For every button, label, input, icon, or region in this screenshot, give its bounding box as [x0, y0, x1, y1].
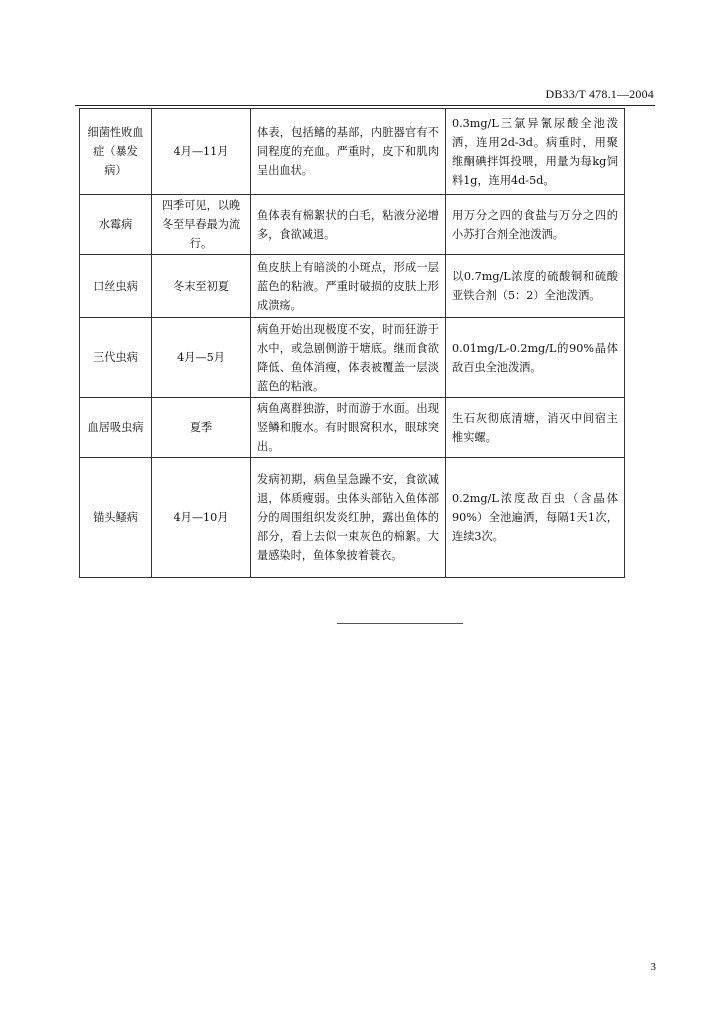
document-code: DB33/T 478.1—2004	[545, 87, 654, 101]
season-cell: 四季可见，以晚冬至早春最为流行。	[152, 195, 251, 255]
table-row	[80, 109, 625, 195]
header-divider	[75, 105, 655, 106]
season-cell: 夏季	[152, 398, 251, 458]
symptoms-cell: 体表，包括鳍的基部，内脏器官有不同程度的充血。严重时，皮下和肌肉呈出血状。	[251, 109, 446, 195]
table-row	[80, 318, 625, 398]
season-cell: 冬末至初夏	[152, 255, 251, 318]
treatment-cell: 0.2mg/L浓度敌百虫（含晶体90%）全池遍洒，每隔1天1次，连续3次。	[446, 458, 625, 578]
disease-name-cell: 血居吸虫病	[80, 398, 152, 458]
end-of-section-rule	[337, 623, 463, 624]
treatment-cell: 0.01mg/L-0.2mg/L的90%晶体敌百虫全池泼洒。	[446, 318, 625, 398]
symptoms-cell: 鱼体表有棉絮状的白毛，粘液分泌增多，食欲减退。	[251, 195, 446, 255]
disease-table	[79, 108, 625, 578]
page-number: 3	[650, 961, 656, 973]
season-cell: 4月—11月	[152, 109, 251, 195]
season-cell: 4月—10月	[152, 458, 251, 578]
symptoms-cell: 发病初期，病鱼呈急躁不安，食欲减退，体质瘦弱。虫体头部钻入鱼体部分的周围组织发炎红肿，露出鱼体的部分，看上去似一束灰色的棉絮。大量感染时，鱼体象披着蓑衣。	[251, 458, 446, 578]
table-row	[80, 398, 625, 458]
table-row	[80, 255, 625, 318]
symptoms-cell: 病鱼开始出现极度不安，时而狂游于水中，或急剧侧游于塘底。继而食欲降低、鱼体消瘦，体表被覆盖一层淡蓝色的粘液。	[251, 318, 446, 398]
treatment-cell: 生石灰彻底清塘，消灭中间宿主椎实螺。	[446, 398, 625, 458]
table-row	[80, 195, 625, 255]
treatment-cell: 以0.7mg/L浓度的硫酸铜和硫酸亚铁合剂（5：2）全池泼洒。	[446, 255, 625, 318]
table-row	[80, 458, 625, 578]
treatment-cell: 用万分之四的食盐与万分之四的小苏打合剂全池泼洒。	[446, 195, 625, 255]
symptoms-cell: 病鱼离群独游，时而游于水面。出现竖鳞和腹水。有时眼窝积水，眼球突出。	[251, 398, 446, 458]
symptoms-cell: 鱼皮肤上有暗淡的小斑点，形成一层蓝色的粘液。严重时破损的皮肤上形成溃疡。	[251, 255, 446, 318]
disease-name-cell: 三代虫病	[80, 318, 152, 398]
disease-name-cell: 锚头鳋病	[80, 458, 152, 578]
disease-name-cell: 口丝虫病	[80, 255, 152, 318]
disease-name-cell: 水霉病	[80, 195, 152, 255]
treatment-cell: 0.3mg/L三氯异氰尿酸全池泼洒，连用2d-3d。病重时，用聚维酮碘拌饵投喂，用量为每kg饲料1g，连用4d-5d。	[446, 109, 625, 195]
disease-name-cell: 细菌性败血症（暴发病）	[80, 109, 152, 195]
season-cell: 4月—5月	[152, 318, 251, 398]
